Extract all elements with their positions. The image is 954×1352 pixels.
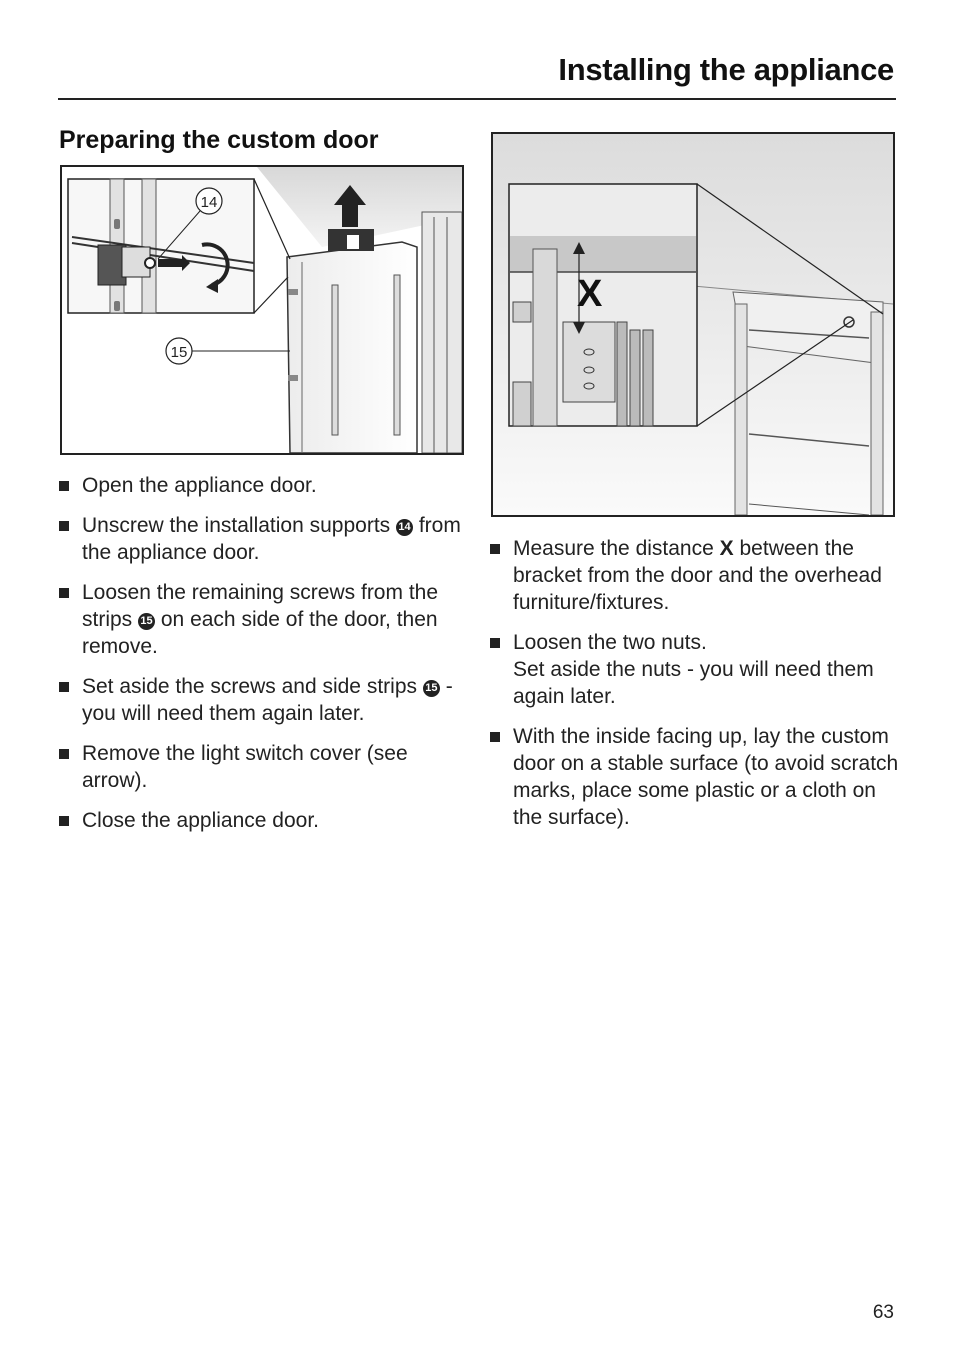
- list-item: Close the appliance door.: [59, 807, 469, 834]
- bullet-icon: [490, 732, 500, 742]
- bullet-icon: [59, 749, 69, 759]
- right-step-list: [490, 535, 900, 844]
- reference-number-15: 15: [138, 613, 155, 630]
- callout-15: 15: [170, 344, 188, 361]
- figure-door-supports: [60, 165, 464, 455]
- reference-number-15: 15: [423, 680, 440, 697]
- callout-14: 14: [200, 194, 218, 211]
- figure-measure-distance: [491, 132, 895, 517]
- header-divider: [58, 98, 896, 100]
- list-item: Loosen the remaining screws from the strips 15 on each side of the door, then remove.: [59, 579, 469, 660]
- list-item: With the inside facing up, lay the custom door on a stable surface (to avoid scratch marks, place some plastic or a cloth on the surface).: [490, 723, 900, 831]
- left-step-list: [59, 472, 469, 847]
- reference-number-14: 14: [396, 519, 413, 536]
- list-item: Unscrew the installation supports 14 from the appliance door.: [59, 512, 469, 566]
- section-heading: Preparing the custom door: [59, 126, 379, 154]
- bullet-icon: [490, 638, 500, 648]
- list-item: Set aside the screws and side strips 15 - you will need them again later.: [59, 673, 469, 727]
- list-item: Loosen the two nuts. Set aside the nuts - you will need them again later.: [490, 629, 900, 710]
- list-item: Open the appliance door.: [59, 472, 469, 499]
- dimension-x-label: X: [577, 273, 603, 315]
- distance-x-label: X: [719, 537, 734, 560]
- page-number: 63: [872, 1302, 894, 1323]
- list-item: Measure the distance X between the bracket from the door and the overhead furniture/fixtures.: [490, 535, 900, 616]
- bullet-icon: [59, 521, 69, 531]
- bullet-icon: [59, 588, 69, 598]
- bullet-icon: [59, 816, 69, 826]
- page-header-title: Installing the appliance: [558, 52, 894, 87]
- measure-distance-illustration: [493, 134, 893, 515]
- bullet-icon: [490, 544, 500, 554]
- bullet-icon: [59, 682, 69, 692]
- list-item: Remove the light switch cover (see arrow).: [59, 740, 469, 794]
- bullet-icon: [59, 481, 69, 491]
- door-supports-illustration: [62, 167, 462, 453]
